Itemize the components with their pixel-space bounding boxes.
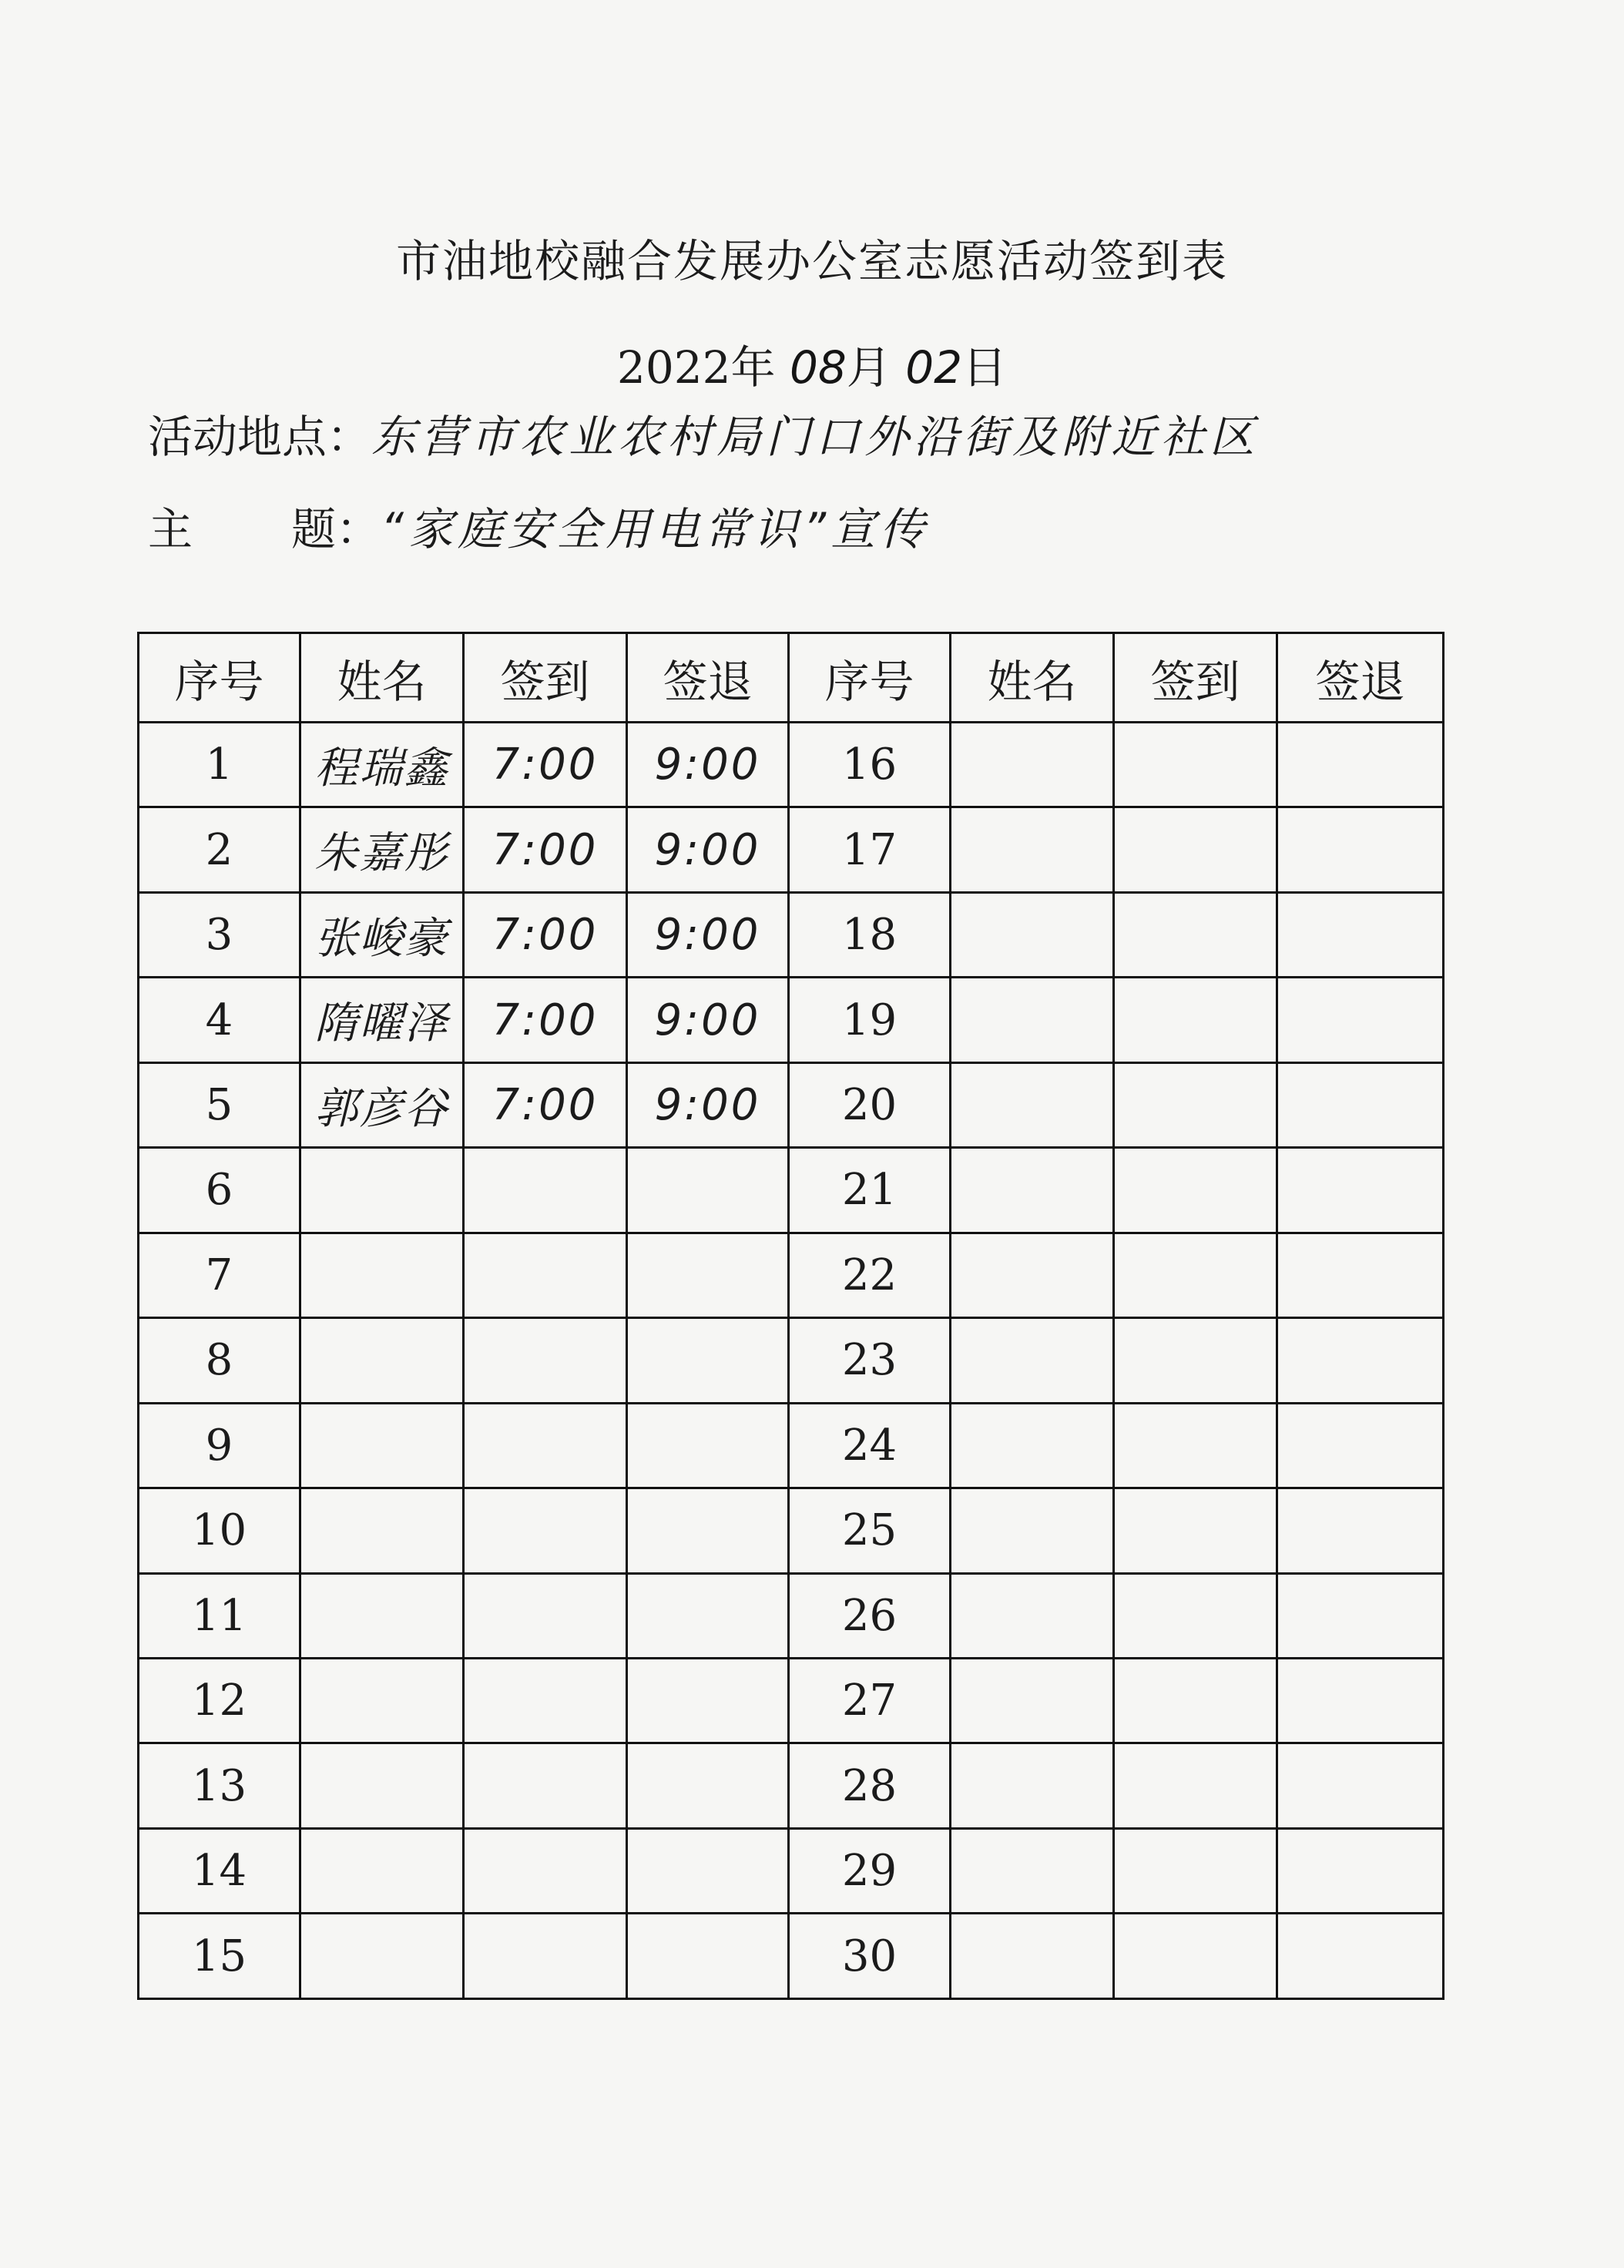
name-cell xyxy=(951,1148,1114,1233)
table-row xyxy=(139,1914,1444,1999)
sign-out-cell xyxy=(627,1488,789,1573)
sign-out-cell xyxy=(1277,978,1444,1062)
table-header-row xyxy=(139,633,1444,723)
row-number-cell: 7 xyxy=(139,1233,300,1317)
header-cell: 序号 xyxy=(139,633,300,723)
date-month-suffix: 月 xyxy=(846,341,891,394)
sign-out-cell xyxy=(1277,1658,1444,1743)
sign-out-cell xyxy=(627,1148,789,1233)
name-cell xyxy=(951,807,1114,892)
name-cell xyxy=(951,1573,1114,1658)
name-cell xyxy=(951,892,1114,977)
table-row xyxy=(139,1573,1444,1658)
sign-in-cell xyxy=(464,1318,627,1403)
sign-out-cell xyxy=(1277,1233,1444,1317)
sign-out-cell xyxy=(627,1658,789,1743)
sign-out-cell xyxy=(1277,1062,1444,1147)
sign-in-cell xyxy=(464,1403,627,1488)
sign-in-cell: 7:00 xyxy=(464,723,627,807)
name-cell: 郭彦谷 xyxy=(300,1062,464,1147)
topic-value: “家庭安全用电常识”宣传 xyxy=(381,503,930,555)
sign-in-cell: 7:00 xyxy=(464,807,627,892)
sign-in-cell xyxy=(1114,1233,1277,1317)
row-number-cell: 10 xyxy=(139,1488,300,1573)
header-cell: 姓名 xyxy=(300,633,464,723)
row-number-cell: 1 xyxy=(139,723,300,807)
name-cell xyxy=(300,1658,464,1743)
sign-out-cell xyxy=(1277,807,1444,892)
row-number-cell: 4 xyxy=(139,978,300,1062)
row-number-cell: 8 xyxy=(139,1318,300,1403)
table-row xyxy=(139,1318,1444,1403)
row-number-cell: 29 xyxy=(789,1828,951,1913)
sign-in-cell xyxy=(1114,1573,1277,1658)
row-number-cell: 15 xyxy=(139,1914,300,1999)
location-value: 东营市农业农村局门口外沿街及附近社区 xyxy=(371,411,1260,463)
header-cell: 签到 xyxy=(464,633,627,723)
name-cell xyxy=(300,1148,464,1233)
topic-label-a: 主 xyxy=(148,503,193,555)
row-number-cell: 27 xyxy=(789,1658,951,1743)
row-number-cell: 18 xyxy=(789,892,951,977)
row-number-cell: 19 xyxy=(789,978,951,1062)
row-number-cell: 21 xyxy=(789,1148,951,1233)
sign-in-cell xyxy=(464,1148,627,1233)
date-day-suffix: 日 xyxy=(962,341,1008,394)
sign-out-cell: 9:00 xyxy=(627,723,789,807)
sign-in-cell xyxy=(1114,1914,1277,1999)
row-number-cell: 30 xyxy=(789,1914,951,1999)
name-cell xyxy=(300,1828,464,1913)
sign-out-cell: 9:00 xyxy=(627,1062,789,1147)
name-cell: 隋曜泽 xyxy=(300,978,464,1062)
table-row xyxy=(139,723,1444,807)
name-cell xyxy=(300,1743,464,1828)
sign-out-cell xyxy=(1277,1573,1444,1658)
sign-out-cell xyxy=(627,1573,789,1658)
row-number-cell: 5 xyxy=(139,1062,300,1147)
row-number-cell: 11 xyxy=(139,1573,300,1658)
table-row xyxy=(139,1658,1444,1743)
sign-out-cell: 9:00 xyxy=(627,892,789,977)
sign-in-cell xyxy=(464,1658,627,1743)
sign-in-cell xyxy=(464,1828,627,1913)
name-cell xyxy=(951,1062,1114,1147)
row-number-cell: 14 xyxy=(139,1828,300,1913)
sign-out-cell xyxy=(1277,892,1444,977)
name-cell xyxy=(300,1318,464,1403)
sign-in-cell xyxy=(1114,1828,1277,1913)
activity-topic xyxy=(148,493,929,558)
sign-out-cell xyxy=(1277,1403,1444,1488)
row-number-cell: 23 xyxy=(789,1318,951,1403)
sign-out-cell xyxy=(627,1318,789,1403)
topic-label-b: 题： xyxy=(291,503,381,555)
header-cell: 签到 xyxy=(1114,633,1277,723)
row-number-cell: 20 xyxy=(789,1062,951,1147)
name-cell: 程瑞鑫 xyxy=(300,723,464,807)
sign-in-cell xyxy=(1114,1403,1277,1488)
row-number-cell: 2 xyxy=(139,807,300,892)
name-cell xyxy=(951,1828,1114,1913)
sign-out-cell xyxy=(627,1828,789,1913)
signin-table xyxy=(137,632,1444,2000)
name-cell xyxy=(951,1914,1114,1999)
sign-in-cell xyxy=(464,1914,627,1999)
sign-out-cell xyxy=(1277,1488,1444,1573)
sheet-title: 市油地校融合发展办公室志愿活动签到表 xyxy=(395,235,1228,287)
table-row xyxy=(139,1148,1444,1233)
name-cell xyxy=(951,1488,1114,1573)
sign-in-cell xyxy=(1114,1658,1277,1743)
date-month: 08 xyxy=(789,341,847,394)
table-row xyxy=(139,1828,1444,1913)
sign-in-cell xyxy=(1114,1488,1277,1573)
date-year: 2022 xyxy=(616,341,731,394)
sign-in-cell: 7:00 xyxy=(464,1062,627,1147)
table-row xyxy=(139,978,1444,1062)
sign-in-cell: 7:00 xyxy=(464,892,627,977)
name-cell xyxy=(951,1233,1114,1317)
row-number-cell: 16 xyxy=(789,723,951,807)
header-cell: 序号 xyxy=(789,633,951,723)
sign-in-cell xyxy=(464,1488,627,1573)
name-cell: 朱嘉彤 xyxy=(300,807,464,892)
table-row xyxy=(139,892,1444,977)
sign-in-cell: 7:00 xyxy=(464,978,627,1062)
row-number-cell: 9 xyxy=(139,1403,300,1488)
row-number-cell: 13 xyxy=(139,1743,300,1828)
row-number-cell: 6 xyxy=(139,1148,300,1233)
row-number-cell: 24 xyxy=(789,1403,951,1488)
row-number-cell: 12 xyxy=(139,1658,300,1743)
sign-in-cell xyxy=(1114,807,1277,892)
table-row xyxy=(139,1743,1444,1828)
sheet-date xyxy=(0,331,1624,396)
sign-out-cell: 9:00 xyxy=(627,978,789,1062)
table-row xyxy=(139,1488,1444,1573)
sign-in-cell xyxy=(1114,1318,1277,1403)
name-cell xyxy=(951,1318,1114,1403)
sign-out-cell xyxy=(1277,1743,1444,1828)
location-label: 活动地点： xyxy=(148,411,372,463)
sign-out-cell xyxy=(627,1403,789,1488)
sign-in-cell xyxy=(1114,1148,1277,1233)
date-day: 02 xyxy=(905,341,963,394)
sign-out-cell xyxy=(627,1914,789,1999)
name-cell xyxy=(300,1914,464,1999)
sign-out-cell xyxy=(627,1233,789,1317)
row-number-cell: 28 xyxy=(789,1743,951,1828)
name-cell xyxy=(300,1488,464,1573)
sign-in-cell xyxy=(464,1743,627,1828)
name-cell xyxy=(951,1658,1114,1743)
name-cell xyxy=(300,1403,464,1488)
sign-out-cell xyxy=(1277,1914,1444,1999)
sign-out-cell xyxy=(1277,1148,1444,1233)
row-number-cell: 26 xyxy=(789,1573,951,1658)
row-number-cell: 25 xyxy=(789,1488,951,1573)
name-cell xyxy=(951,723,1114,807)
sign-in-cell xyxy=(1114,892,1277,977)
table-row xyxy=(139,807,1444,892)
sign-in-cell xyxy=(464,1573,627,1658)
sign-out-cell xyxy=(1277,1318,1444,1403)
name-cell xyxy=(300,1573,464,1658)
name-cell xyxy=(300,1233,464,1317)
row-number-cell: 3 xyxy=(139,892,300,977)
table-body xyxy=(139,723,1444,1999)
sign-in-cell xyxy=(1114,978,1277,1062)
header-cell: 姓名 xyxy=(951,633,1114,723)
header-cell: 签退 xyxy=(1277,633,1444,723)
activity-location xyxy=(148,401,1259,465)
header-cell: 签退 xyxy=(627,633,789,723)
sign-in-cell xyxy=(464,1233,627,1317)
sign-in-cell xyxy=(1114,723,1277,807)
name-cell xyxy=(951,1403,1114,1488)
sign-out-cell xyxy=(1277,723,1444,807)
sign-in-cell xyxy=(1114,1743,1277,1828)
sign-out-cell xyxy=(627,1743,789,1828)
row-number-cell: 17 xyxy=(789,807,951,892)
row-number-cell: 22 xyxy=(789,1233,951,1317)
table-row xyxy=(139,1233,1444,1317)
table-row xyxy=(139,1403,1444,1488)
sign-out-cell: 9:00 xyxy=(627,807,789,892)
name-cell xyxy=(951,1743,1114,1828)
sign-in-cell xyxy=(1114,1062,1277,1147)
date-year-suffix: 年 xyxy=(730,341,776,394)
sign-out-cell xyxy=(1277,1828,1444,1913)
name-cell: 张峻豪 xyxy=(300,892,464,977)
name-cell xyxy=(951,978,1114,1062)
table-row xyxy=(139,1062,1444,1147)
